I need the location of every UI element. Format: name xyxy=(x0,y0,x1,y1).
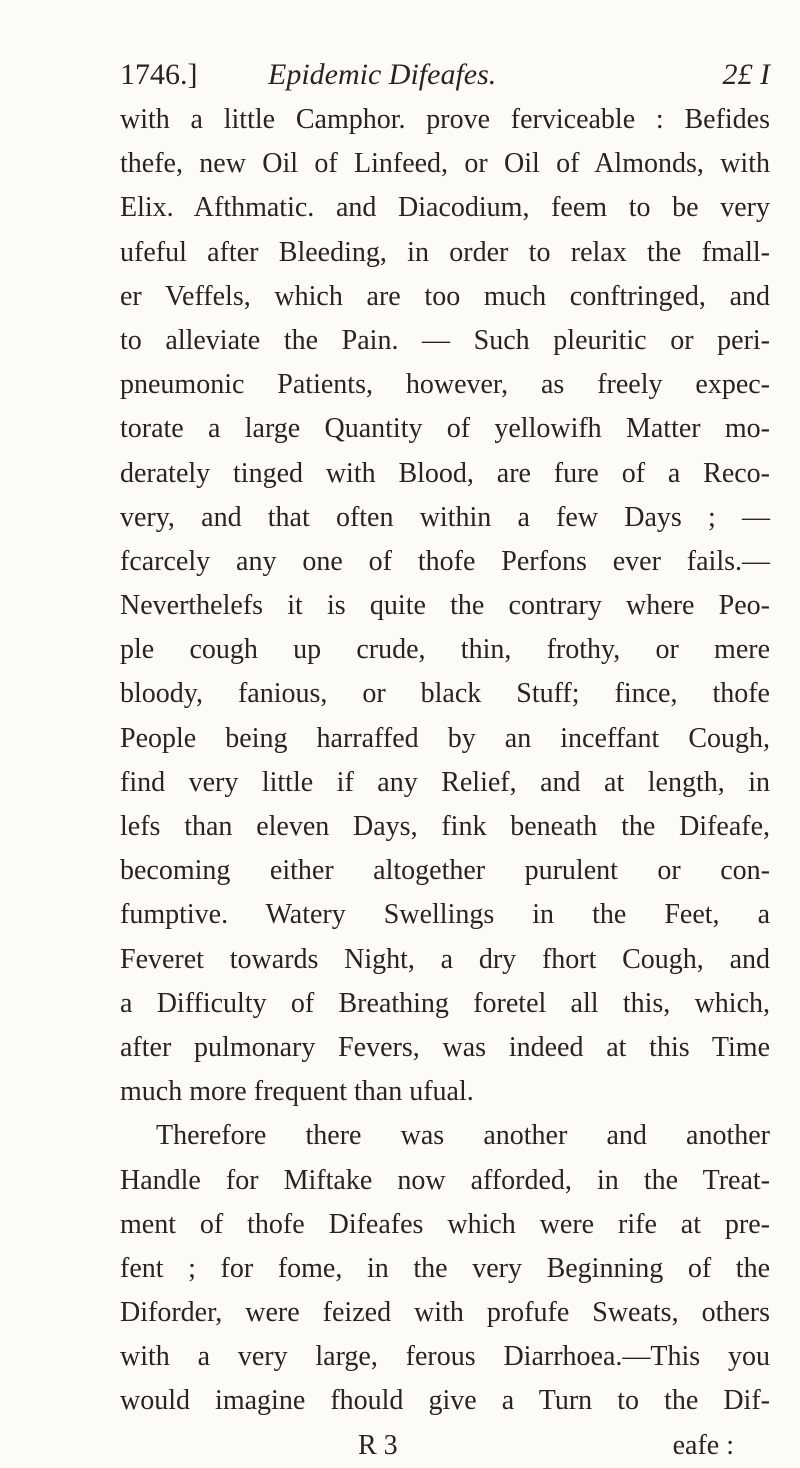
text-line: ufeful after Bleeding, in order to relax the fmall- xyxy=(120,236,770,268)
text-line: with a very large, ferous Diarrhoea.—This you xyxy=(120,1341,770,1373)
text-line: to alleviate the Pain. — Such pleuritic or peri- xyxy=(120,324,770,356)
text-line: fcarcely any one of thofe Perfons ever fails.— xyxy=(120,545,770,577)
header-year: 1746.] xyxy=(120,58,198,91)
text-line: pneumonic Patients, however, as freely expec- xyxy=(120,369,770,401)
body-text xyxy=(120,98,770,1468)
text-line: er Veffels, which are too much conftringed, and xyxy=(120,280,770,312)
text-line: becoming either altogether purulent or con- xyxy=(120,855,770,887)
text-line: Neverthelefs it is quite the contrary where Peo- xyxy=(120,590,770,622)
text-line: torate a large Quantity of yellowifh Matter mo- xyxy=(120,413,770,445)
text-line: Diforder, were feized with profufe Sweats, others xyxy=(120,1297,770,1329)
text-line: thefe, new Oil of Linfeed, or Oil of Almonds, with xyxy=(120,148,770,180)
header-title: Epidemic Difeafes. xyxy=(268,58,497,91)
signature-mark: R 3 xyxy=(358,1429,398,1461)
text-line: find very little if any Relief, and at length, in xyxy=(120,766,770,798)
text-line: People being harraffed by an inceffant Cough, xyxy=(120,722,770,754)
catchword: eafe : xyxy=(672,1429,734,1461)
text-line: derately tinged with Blood, are fure of a Reco- xyxy=(120,457,770,489)
text-line: a Difficulty of Breathing foretel all this, which, xyxy=(120,987,770,1019)
text-line: lefs than eleven Days, fink beneath the Difeafe, xyxy=(120,811,770,842)
text-line: would imagine fhould give a Turn to the Dif- xyxy=(120,1385,770,1417)
text-line: Feveret towards Night, a dry fhort Cough, and xyxy=(120,943,770,975)
text-line: with a little Camphor. prove ferviceable : Befides xyxy=(120,104,770,135)
text-line: ple cough up crude, thin, frothy, or mere xyxy=(120,634,770,666)
text-line: fent ; for fome, in the very Beginning of the xyxy=(120,1252,770,1284)
text-line: after pulmonary Fevers, was indeed at this Time xyxy=(120,1031,770,1063)
page-footer xyxy=(120,1424,770,1468)
text-line: Handle for Miftake now afforded, in the Treat- xyxy=(120,1164,770,1196)
page-number: 2£ I xyxy=(722,58,770,91)
text-line: fumptive. Watery Swellings in the Feet, a xyxy=(120,899,770,931)
text-line: very, and that often within a few Days ; — xyxy=(120,501,770,533)
text-line: bloody, fanious, or black Stuff; fince, thofe xyxy=(120,678,770,710)
paragraph-first-line: Therefore there was another and another xyxy=(156,1120,770,1152)
text-line: Elix. Afthmatic. and Diacodium, feem to be very xyxy=(120,192,770,224)
text-line: ment of thofe Difeafes which were rife at pre- xyxy=(120,1208,770,1240)
text-line: much more frequent than ufual. xyxy=(120,1076,474,1108)
